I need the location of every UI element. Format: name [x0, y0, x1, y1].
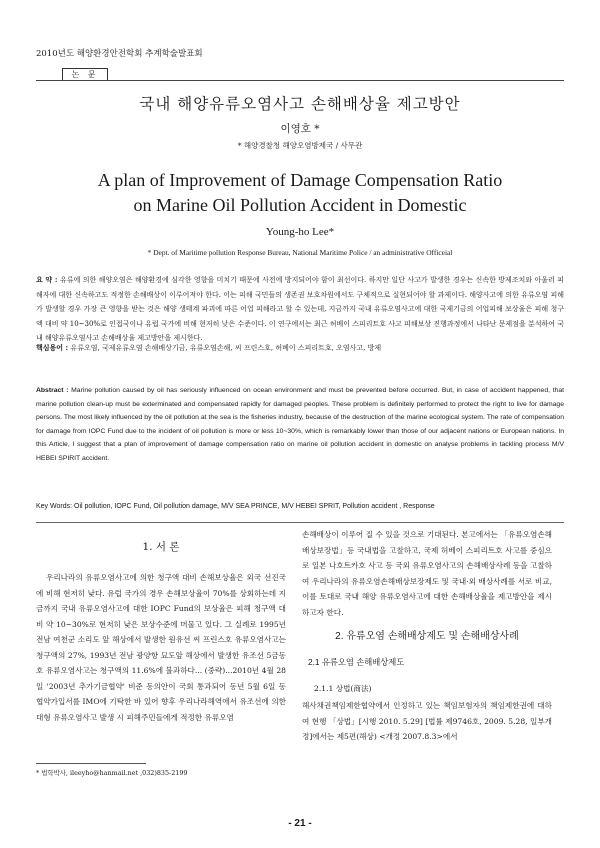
author-footnote: * 법학박사, ileeyho@hanmail.net ,032)835-2199 — [36, 769, 188, 777]
section-1-body-continued: 손해배상이 이루어 질 수 있을 것으로 기대된다. 본고에서는 「유류오염손해배상보장법」등 국내법을 고찰하고, 국제 허베이 스피리트호 사고를 중심으로 일본 나호트카호 사고 등 국외 유류오염사고의 손해배상사례 등을 고찰하여 우리나라의 유류오염손해배상보장제도 및 국내·외 배상사례를 서로 비교, 이를 토대로 국내 해양 유류오염사고에 대한 손해배상율을 제고방안을 제시하고자 한다. — [302, 530, 552, 617]
abstract-divider — [36, 522, 564, 523]
page-number: - 21 - — [288, 818, 312, 829]
paper-type-label: 논 문 — [62, 68, 108, 81]
conference-header: 2010년도 해양환경안전학회 추계학술발표회 — [36, 49, 203, 59]
title-english-line2: on Marine Oil Pollution Accident in Domestic — [133, 195, 467, 215]
keywords-english — [36, 503, 435, 510]
keywords-english-text: Oil pollution, IOPC Fund, Oil pollution damage, M/V SEA PRINCE, M/V HEBEI SPRIT, Pollution accident , Response — [74, 503, 435, 510]
abstract-english — [36, 384, 564, 465]
section-2-heading: 2. 유류오염 손해배상제도 및 손해배상사례 — [335, 631, 519, 642]
abstract-korean-label: 요 약 : — [36, 275, 61, 284]
footnote-divider — [36, 763, 146, 764]
section-1-body: 우리나라의 유류오염사고에 의한 청구액 대비 손해보상율은 외국 선진국에 비해 현저히 낮다. 유럽 국가의 경우 손해보상율이 70%를 상회하는데 지금까지 국내 유류오염사고에 대한 IOPC Fund의 보상율은 피해 청구액 대비 약 10~30%로 현저히 낮은 보상수준에 머물고 있다. 그 실례로 1995년 전남 여천군 소리도 앞 해상에서 발생한 원유선 씨 프린스호 유류오염사고는 청구액의 27%, 1993년 전남 광양항 묘도앞 해상에서 발생한 유조선 5금동호 유류오염사고는 청구액의 11.6%에 불과하다... (중략)...2010년 4월 28일 '2003년 추가기금협약' 비준 동의안이 국회 통과되어 동년 5월 6일 동 협약가입서를 IMO에 기탁한 바 있어 향후 우리나라해역에서 유조선에 의한 대형 유류오염사고 발생 시 피해주민들에게 적정한 유류오염 — [36, 573, 286, 722]
abstract-english-text: Marine pollution caused by oil has seriously influenced on ocean environment and must be prevented before occurred. But, in case of accident happened, that marine pollution clean-up must be exterminated and compensated rapidly for damaged peoples. These problem is definitely performed to protect the right to live for damage persons. The most likely influenced by the oil pollution at the sea is the fisheries industry, because of the destruction of the marine ecological system. The rate of compensation for damage from IOPC Fund due to the incident of oil pollution is more or less 10~30%, which is remarkably lower than those of our adjacent nations or European nations. In this Article, I suggest that a plan of improvement of damage compensation ratio on marine oil pollution accident in domestic on analyse problems in tackling process M/V HEBEI SPIRIT accident. — [36, 387, 564, 462]
title-korean: 국내 해양유류오염사고 손해배상율 제고방안 — [139, 95, 461, 113]
abstract-korean-text: 유류에 의한 해양오염은 해양환경에 심각한 영향을 미치기 때문에 사전에 방지되어야 함이 최선이다. 하지만 일단 사고가 발생한 경우는 신속한 방제조치와 아울러 피해자에 대한 신속하고도 적정한 손해배상이 이루어져야 한다. 이는 피해 국민들의 생존권 보호차원에서도 구체적으로 실현되어야 할 과제이다. 해양사고에 의한 유류오염 피해가 발생할 경우 가장 큰 영향을 받는 것은 해양 생태계 파괴에 따른 어업 피해라고 할 수 있는데, 지금까지 국내 유류오염사고에 대한 국제기금의 어업피해 보상율은 피해 청구액 대비 약 10~30%로 인접국이나 유럽 국가에 비해 현저히 낮은 수준이다. 이 연구에서는 최근 허베이 스피리트호 사고 피해보상 진행과정에서 나타난 문제점을 분석하여 국내 해양유류오염사고 손해배상율 제고방안을 제시한다. — [36, 276, 564, 342]
title-english-line1: A plan of Improvement of Damage Compensation Ratio — [97, 170, 503, 190]
author-english: Young-ho Lee* — [265, 226, 335, 238]
abstract-korean — [36, 273, 564, 346]
header-divider — [36, 80, 564, 81]
abstract-english-label: Abstract : — [36, 387, 72, 394]
keywords-korean-label: 핵심용어 : — [36, 343, 71, 352]
section-2-1-1-body: 해사채권책임제한협약에서 인정하고 있는 책임보험자의 책임제한권에 대하여 현행 「상법」[시행 2010. 5.29] [법률 제9746호, 2009. 5.28, 일부개정]에서는 제5편(해상) <개정 2007.8.3>에서 — [302, 701, 552, 741]
keywords-korean — [36, 343, 381, 353]
author-korean: 이영호 * — [280, 123, 320, 135]
keywords-english-label: Key Words: — [36, 503, 74, 510]
section-1-heading: 1. 서 론 — [142, 541, 180, 553]
affiliation-english: * Dept. of Maritime pollution Response Bureau, National Maritime Police / an administrative Officeial — [147, 248, 453, 257]
title-english — [0, 168, 600, 218]
keywords-korean-text: 유류오염, 국제유류오염 손해배상기금, 유류오염손해, 씨 프린스호, 허베이 스피리트호, 오염사고, 방제 — [70, 344, 382, 352]
section-2-1-1-heading: 2.1.1 상법(商法) — [314, 684, 372, 693]
affiliation-korean: * 해양경찰청 해양오염방제국 / 사무관 — [237, 141, 363, 150]
section-2-1-heading: 2.1 유류오염 손해배상제도 — [308, 657, 405, 667]
